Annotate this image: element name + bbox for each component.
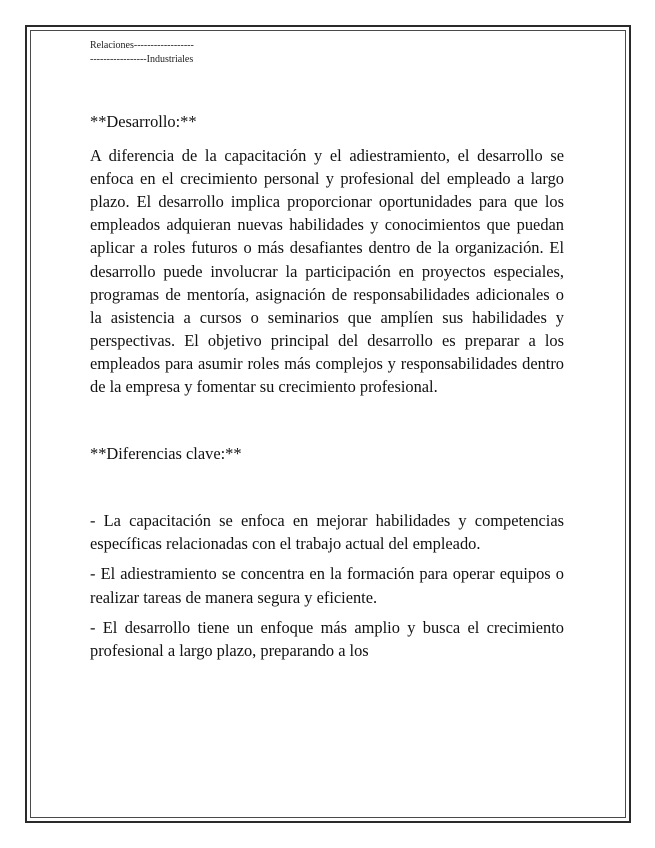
section-spacer	[90, 398, 564, 442]
development-paragraph: A diferencia de la capacitación y el adiestramiento, el desarrollo se enfoca en el crecimiento personal y profesional del empleado a largo plazo. El desarrollo implica proporcionar oportunidades para que los empleados adquieran nuevas habilidades y conocimientos que puedan aplicar a roles futuros o más desafiantes dentro de la organización. El desarrollo puede involucrar la participación en proyectos especiales, programas de mentoría, asignación de responsabilidades adicionales o la asistencia a cursos o seminarios que amplíen sus habilidades y perspectivas. El objetivo principal del desarrollo es preparar a los empleados para asumir roles más complejos y responsabilidades dentro de la empresa y fomentar su crecimiento profesional.	[90, 146, 564, 397]
header-line-2: -----------------Industriales	[90, 54, 194, 65]
difference-item-capacitacion: - La capacitación se enfoca en mejorar habilidades y competencias específicas relacionadas con el trabajo actual del empleado.	[90, 511, 564, 554]
section-spacer	[90, 465, 564, 509]
differences-heading: **Diferencias clave:**	[90, 444, 242, 464]
page-header	[90, 39, 194, 67]
development-heading: **Desarrollo:**	[90, 112, 197, 131]
document-body	[90, 110, 564, 669]
difference-item-adiestramiento: - El adiestramiento se concentra en la formación para operar equipos o realizar tareas de manera segura y eficiente.	[90, 564, 564, 607]
difference-item-desarrollo: - El desarrollo tiene un enfoque más amplio y busca el crecimiento profesional a largo plazo, preparando a los	[90, 617, 564, 660]
header-line-1: Relaciones------------------	[90, 40, 194, 51]
